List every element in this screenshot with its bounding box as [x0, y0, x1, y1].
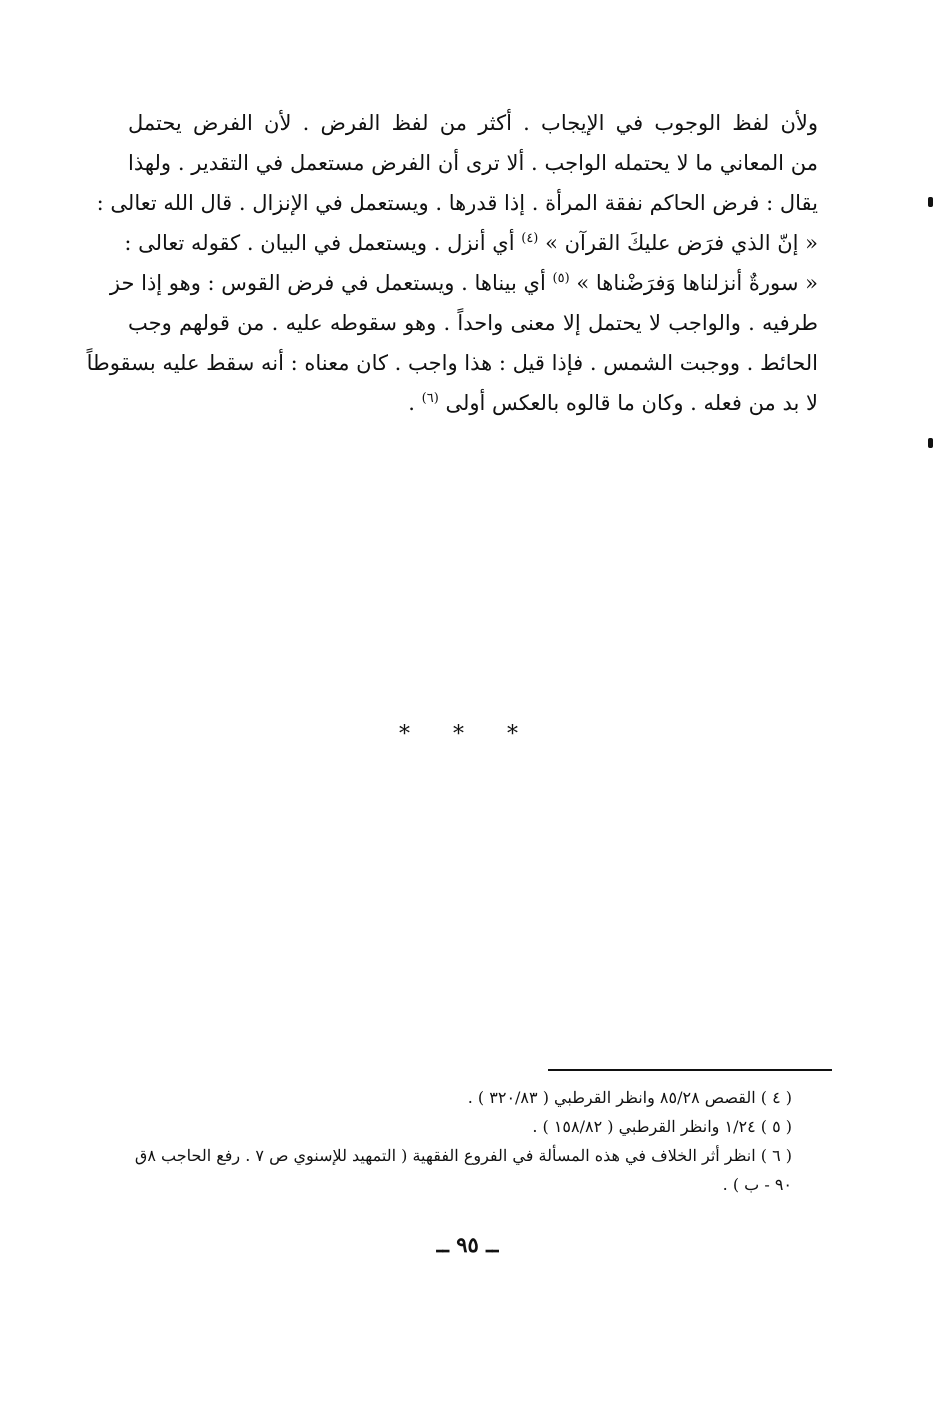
margin-mark	[928, 197, 933, 207]
section-separator: * * *	[399, 722, 536, 747]
footnote-ref: (٤)	[521, 231, 539, 246]
footnote: ( ٥ ) ١/٢٤ وانظر القرطبي ( ١٥٨/٨٢ ) .	[532, 1117, 792, 1136]
text-segment: لا بد من فعله . وكان ما قالوه بالعكس أولى	[445, 391, 818, 415]
footnote-ref: (٥)	[552, 271, 570, 286]
margin-mark	[928, 438, 933, 448]
footnote-ref: (٦)	[421, 391, 439, 406]
text-segment: أي أنزل . ويستعمل في البيان . كقوله تعالى :	[124, 231, 515, 255]
quran-quote: « إنّ الذي فرَض عليكَ القرآن »	[545, 231, 818, 255]
text-segment: أي بيناها . ويستعمل في فرض القوس : وهو إذا حز	[109, 271, 546, 295]
text-line	[128, 383, 818, 423]
quran-quote: « سورةٌ أنزلناها وَفرَضْناها »	[576, 271, 818, 295]
text-line	[124, 223, 818, 263]
text-line	[109, 263, 818, 303]
footnotes	[134, 1083, 792, 1199]
footnote-divider	[548, 1069, 832, 1071]
footnote: ( ٤ ) القصص ٨٥/٢٨ وانظر القرطبي ( ٣٢٠/٨٣ ) .	[467, 1088, 792, 1107]
text-segment: .	[408, 391, 415, 415]
text-line: طرفيه . والواجب لا يحتمل إلا معنى واحداً . وهو سقوطه عليه . من قولهم وجب	[128, 311, 818, 335]
main-text	[86, 103, 818, 423]
text-line: ولأن لفظ الوجوب في الإيجاب . أكثر من لفظ الفرض . لأن الفرض يحتمل	[128, 111, 818, 135]
text-line: من المعاني ما لا يحتمله الواجب . ألا ترى أن الفرض مستعمل في التقدير . ولهذا	[128, 151, 818, 175]
text-line: الحائط . ووجبت الشمس . فإذا قيل : هذا واجب . كان معناه : أنه سقط عليه بسقوطاً	[86, 351, 818, 375]
page-number: ــ ٩٥ ــ	[436, 1232, 499, 1257]
footnote: ٩٠ - ب ) .	[722, 1175, 792, 1194]
footnote: ( ٦ ) انظر أثر الخلاف في هذه المسألة في الفروع الفقهية ( التمهيد للإسنوي ص ٧ . رفع الحاجب ٨ق	[134, 1146, 792, 1165]
text-line: يقال : فرض الحاكم نفقة المرأة . إذا قدرها . ويستعمل في الإنزال . قال الله تعالى :	[96, 191, 818, 215]
